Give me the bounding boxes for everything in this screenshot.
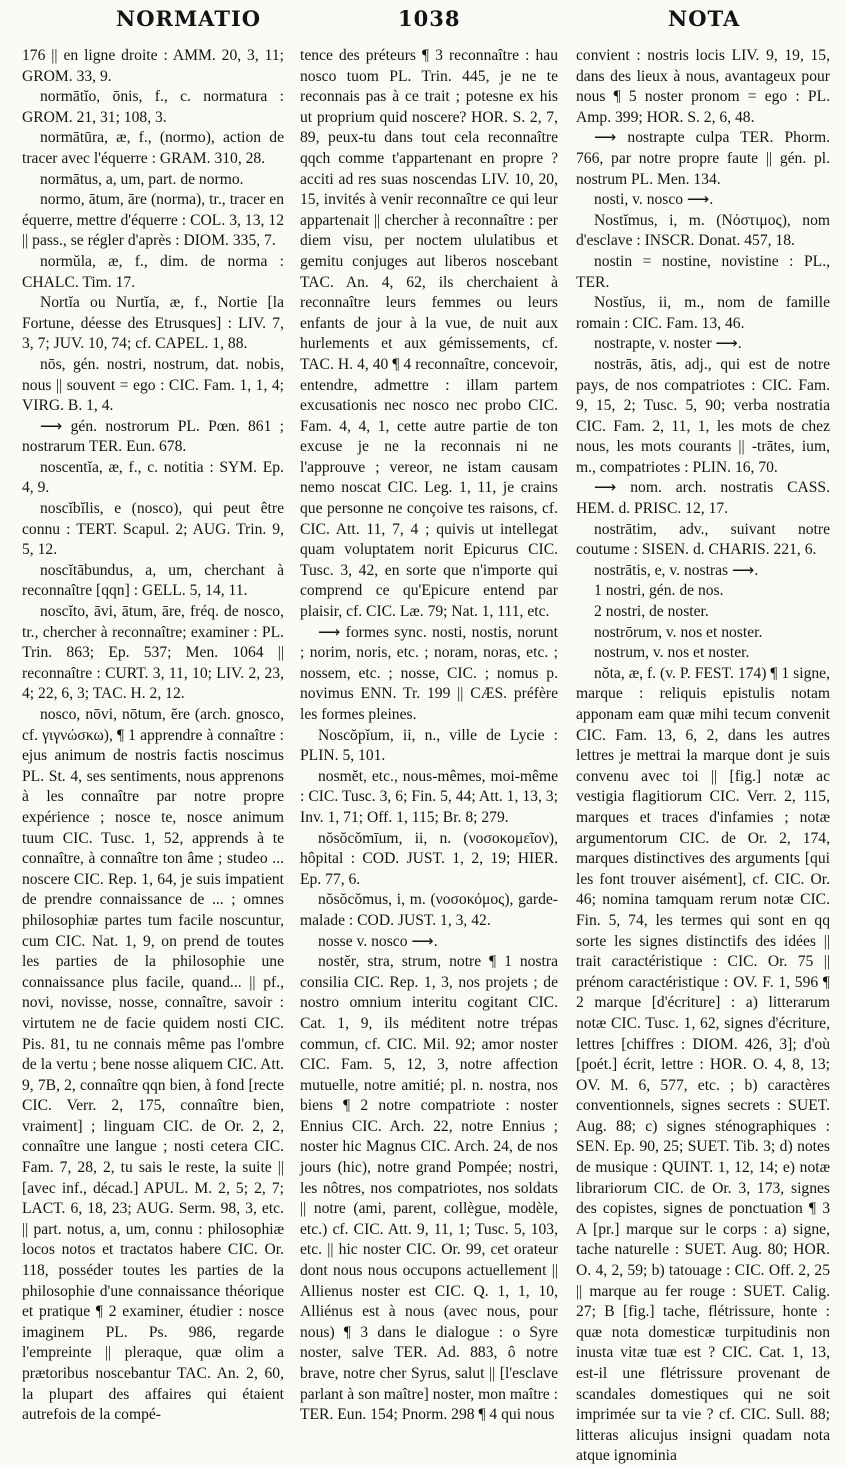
dictionary-entry: 1 nostri, gén. de nos.	[594, 582, 724, 600]
dictionary-entry: nostrōrum, v. nos et noster.	[594, 623, 763, 641]
dictionary-entry: ⟶ gén. nostrorum PL. Pœn. 861 ; nostrarum TER. Eun. 678.	[22, 417, 284, 456]
dictionary-entry: Noscŏpĭum, ii, n., ville de Lycie : PLIN. 5, 101.	[300, 726, 558, 765]
dictionary-entry: nostrum, v. nos et noster.	[594, 644, 750, 662]
dictionary-entry: tence des préteurs ¶ 3 reconnaître : hau nosco tuom PL. Trin. 445, je ne te reconnais pas à ce trait ; potesne ex his ut proprium quid noscere? HOR. S. 2, 7, 89, peux-tu dans tout cela reconnaître qqch comme t'appartenant en propre ? acciti ad res suas noscendas LIV. 10, 20, 15, invités à venir reconnaître ce qui leur appartenait || chercher à reconnaître : per diem visu, per noctem ululatibus et gemitu conjuges aut liberos noscebant TAC. An. 4, 62, ils cherchaient à reconnaître leurs femmes ou leurs enfants de jour à la vue, de nuit aux hurlements et aux gémissements, cf. TAC. H. 4, 40 ¶ 4 reconnaître, concevoir, entendre, admettre : illam partem excusationis nec nosco nec probo CIC. Fam. 4, 4, 1, cette autre partie de ton excuse je ne la reconnais ni ne l'approuve ; vereor, ne istam causam nemo noscat CIC. Leg. 1, 11, je crains que personne ne conçoive tes raisons, cf. CIC. Att. 11, 7, 4 ; quivis ut intellegat quam voluptatem norit Epicurus CIC. Tusc. 3, 42, en sorte que n'importe qui comprend ce qu'Epicure entend par plaisir, cf. CIC. Læ. 79; Nat. 1, 111, etc.	[300, 47, 558, 621]
running-header	[0, 6, 846, 40]
dictionary-entry: nosco, nōvi, nōtum, ĕre (arch. gnosco, cf. γιγνώσκω), ¶ 1 apprendre à connaître : ejus animum de nostris factis noscimus PL. St. 4, ses sentiments, nous apprenons à les connaître par notre propre expérience ; nosce te, nosce animum tuum CIC. Tusc. 1, 52, apprends à te connaître, à connaître ton âme ; studeo ... noscere CIC. Rep. 1, 64, je suis impatient de prendre connaissance de ... ; omnes philosophiæ partes tum facile noscuntur, cum CIC. Nat. 1, 9, on prend de toutes les parties de la philosophie une connaissance plus facile, quand... || pf., novi, novisse, nosse, connaître, savoir : virtutem ne de facie quidem nosti CIC. Pis. 81, tu ne connais même pas l'ombre de la vertu ; bene nosse aliquem CIC. Att. 9, 7B, 2, connaître qqn bien, à fond [recte CIC. Verr. 2, 175, connaître bien, vraiment] ; linguam CIC. de Or. 2, 2, connaître une langue ; nosti cetera CIC. Fam. 7, 28, 2, tu sais le reste, la suite || [avec inf., décad.] APUL. M. 2, 5; 2, 7; LACT. 6, 18, 23; AUG. Serm. 98, 3, etc. || part. notus, a, um, connu : philosophiæ locos notos et tractatos habere CIC. Or. 118, posséder toutes les parties de la philosophie d'une connaissance théorique et pratique ¶ 2 examiner, étudier : nosce imaginem PL. Ps. 986, regarde l'empreinte || pleraque, quæ olim a prætoribus noscebantur TAC. An. 2, 60, la plupart des affaires qui étaient autrefois de la compé-	[22, 706, 284, 1424]
dictionary-entry: ⟶ nom. arch. nostratis CASS. HEM. d. PRISC. 12, 17.	[576, 479, 830, 518]
dictionary-entry: Nortĭa ou Nurtĭa, æ, f., Nortie [la Fortune, déesse des Etrusques] : LIV. 7, 3, 7; JUV. 10, 74; cf. CAPEL. 1, 88.	[22, 294, 284, 353]
dictionary-entry: nosmĕt, etc., nous-mêmes, moi-même : CIC. Tusc. 3, 6; Fin. 5, 44; Att. 1, 13, 3; Inv. 1, 71; Off. 1, 115; Br. 8; 279.	[300, 767, 558, 826]
dictionary-entry: Nostĭus, ii, m., nom de famille romain : CIC. Fam. 13, 46.	[576, 294, 830, 332]
dictionary-entry: Nostĭmus, i, m. (Νόστιμος), nom d'esclave : INSCR. Donat. 457, 18.	[576, 211, 830, 250]
dictionary-entry: nostĕr, stra, strum, notre ¶ 1 nostra consilia CIC. Rep. 1, 3, nos projets ; de nostro omnium interitu cogitant CIC. Cat. 1, 9, ils méditent notre trépas commun, cf. CIC. Mil. 92; amor noster CIC. Fam. 5, 12, 3, notre affection mutuelle, notre amitié; pl. n. nostra, nos biens ¶ 2 notre compatriote : noster Ennius CIC. Arch. 22, notre Ennius ; noster hic Magnus CIC. Arch. 24, de nos jours (hic), notre grand Pompée; nostri, les nôtres, nos compatriotes, nos soldats || notre (ami, parent, collègue, modèle, etc.) cf. CIC. Att. 9, 11, 1; Tusc. 5, 103, etc. || hic noster CIC. Or. 99, cet orateur dont nous nous occupons actuellement || Allienus noster est CIC. Q. 1, 1, 10, Alliénus est à nous (avec nous, pour nous) ¶ 3 dans le dialogue : o Syre noster, salve TER. Ad. 883, ô notre brave, notre cher Syrus, salut || [l'esclave parlant à son maître] noster, mon maître : TER. Eun. 154; Pnorm. 298 ¶ 4 qui nous	[300, 953, 558, 1424]
dictionary-entry: 2 nostri, de noster.	[594, 603, 709, 621]
dictionary-entry: nostrātis, e, v. nostras ⟶.	[594, 561, 759, 579]
dictionary-entry: normo, ātum, āre (norma), tr., tracer en équerre, mettre d'équerre : COL. 3, 13, 12 || pass., se régler d'après : DIOM. 335, 7.	[22, 191, 284, 250]
dictionary-entry: normātĭo, ōnis, f., c. normatura : GROM. 21, 31; 108, 3.	[22, 88, 284, 126]
dictionary-entry: noscĭbĭlis, e (nosco), qui peut être connu : TERT. Scapul. 2; AUG. Trin. 9, 5, 12.	[22, 500, 284, 559]
header-left-guideword: NORMATIO	[116, 6, 262, 31]
dictionary-entry: nōs, gén. nostri, nostrum, dat. nobis, nous || souvent = ego : CIC. Fam. 1, 1, 4; VIRG. B. 1, 4.	[22, 355, 284, 415]
dictionary-entry: ⟶ formes sync. nosti, nostis, norunt ; norim, noris, etc. ; noram, noras, etc. ; nossem, etc. ; nosse, CIC. ; nomus p. novimus ENN. Tr. 199 || CÆS. préfère les formes pleines.	[300, 623, 558, 723]
dictionary-entry: ⟶ nostrapte culpa TER. Phorm. 766, par notre propre faute || gén. pl. nostrum PL. Men. 134.	[576, 129, 830, 188]
dictionary-entry: nŏsŏcŏmīum, ii, n. (νοσοκομεῖον), hôpital : COD. JUST. 1, 2, 19; HIER. Ep. 77, 6.	[300, 829, 558, 888]
dictionary-entry: convient : nostris locis LIV. 9, 19, 15, dans des lieux à nous, avantageux pour nous ¶ 5 noster pronom = ego : PL. Amp. 399; HOR. S. 2, 6, 48.	[576, 47, 830, 126]
column-3	[576, 46, 830, 1465]
dictionary-entry: nostin = nostine, novistine : PL., TER.	[576, 252, 830, 291]
dictionary-entry: 176 || en ligne droite : AMM. 20, 3, 11; GROM. 33, 9.	[22, 47, 284, 85]
page-number: 1038	[398, 6, 461, 31]
dictionary-entry: nosse v. nosco ⟶.	[318, 932, 438, 950]
dictionary-entry: noscĭtābundus, a, um, cherchant à reconnaître [qqn] : GELL. 5, 14, 11.	[22, 561, 284, 600]
dictionary-entry: nŏsŏcŏmus, i, m. (νοσοκόμος), garde-malade : COD. JUST. 1, 3, 42.	[300, 891, 558, 929]
dictionary-entry: nostrapte, v. noster ⟶.	[594, 335, 742, 353]
dictionary-entry: nostrās, ātis, adj., qui est de notre pays, de nos compatriotes : CIC. Fam. 9, 15, 2; Tusc. 5, 90; verba nostratia CIC. Fam. 2, 11, 1, les mots de chez nous, les mots courants || -trātes, ium, m., compatriotes : PLIN. 16, 70.	[576, 355, 830, 476]
dictionary-entry: normātus, a, um, part. de normo.	[40, 170, 244, 188]
dictionary-entry: normātūra, æ, f., (normo), action de tracer avec l'équerre : GRAM. 310, 28.	[22, 129, 284, 167]
dictionary-entry: normŭla, æ, f., dim. de norma : CHALC. Tim. 17.	[22, 252, 284, 291]
dictionary-entry: noscĭto, āvi, ātum, āre, fréq. de nosco, tr., chercher à reconnaître; examiner : PL. Trin. 863; Ep. 537; Men. 1064 || reconnaître : CURT. 3, 11, 10; LIV. 2, 23, 4; 22, 6, 3; TAC. H. 2, 12.	[22, 603, 284, 703]
column-1	[22, 46, 284, 1424]
dictionary-entry: nostrātim, adv., suivant notre coutume : SISEN. d. CHARIS. 221, 6.	[576, 520, 830, 559]
column-2	[300, 46, 558, 1424]
header-right-guideword: NOTA	[668, 6, 741, 31]
dictionary-entry: nŏta, æ, f. (v. P. FEST. 174) ¶ 1 signe, marque : reliquis epistulis notam apponam eam quæ mihi tecum convenit CIC. Fam. 13, 6, 2, dans les autres lettres je mettrai la marque dont je suis convenu avec toi || [fig.] notæ ac vestigia flagitiorum CIC. Verr. 2, 115, marques et traces d'infamies ; notæ argumentorum CIC. de Or. 2, 174, marques distinctives des arguments [qui les font trouver aisément], cf. CIC. Or. 46; nomina tamquam rerum notæ CIC. Fin. 5, 74, les termes qui sont en qq sorte les signes distinctifs des idées || trait caractéristique : CIC. Or. 75 || prénom caractéristique : OV. F. 1, 596 ¶ 2 marque [d'écriture] : a) litterarum notæ CIC. Tusc. 1, 62, signes d'écriture, lettres [chiffres : DIOM. 426, 3]; d'où [poét.] écrit, lettre : HOR. O. 4, 8, 13; OV. M. 6, 577, etc. ; b) caractères conventionnels, signes secrets : SUET. Aug. 88; c) signes sténographiques : SEN. Ep. 90, 25; SUET. Tib. 3; d) notes de musique : QUINT. 1, 12, 14; e) notæ librariorum CIC. de Or. 3, 173, signes des copistes, signes de ponctuation ¶ 3 A [pr.] marque sur le corps : a) signe, tache naturelle : SUET. Aug. 80; HOR. O. 4, 2, 59; b) tatouage : CIC. Off. 2, 25 || marque au fer rouge : SUET. Calig. 27; B [fig.] tache, flétrissure, honte : quæ nota domesticæ turpitudinis non inusta vitæ tuæ est ? CIC. Cat. 1, 13, est-il une flétrissure provenant de scandales domestiques qui ne soit imprimée sur ta vie ? cf. CIC. Sull. 88; litteras alicujus insigni quadam nota atque ignominia	[576, 664, 830, 1465]
dictionary-entry: nosti, v. nosco ⟶.	[594, 191, 714, 209]
dictionary-entry: noscentĭa, æ, f., c. notitia : SYM. Ep. 4, 9.	[22, 458, 284, 497]
